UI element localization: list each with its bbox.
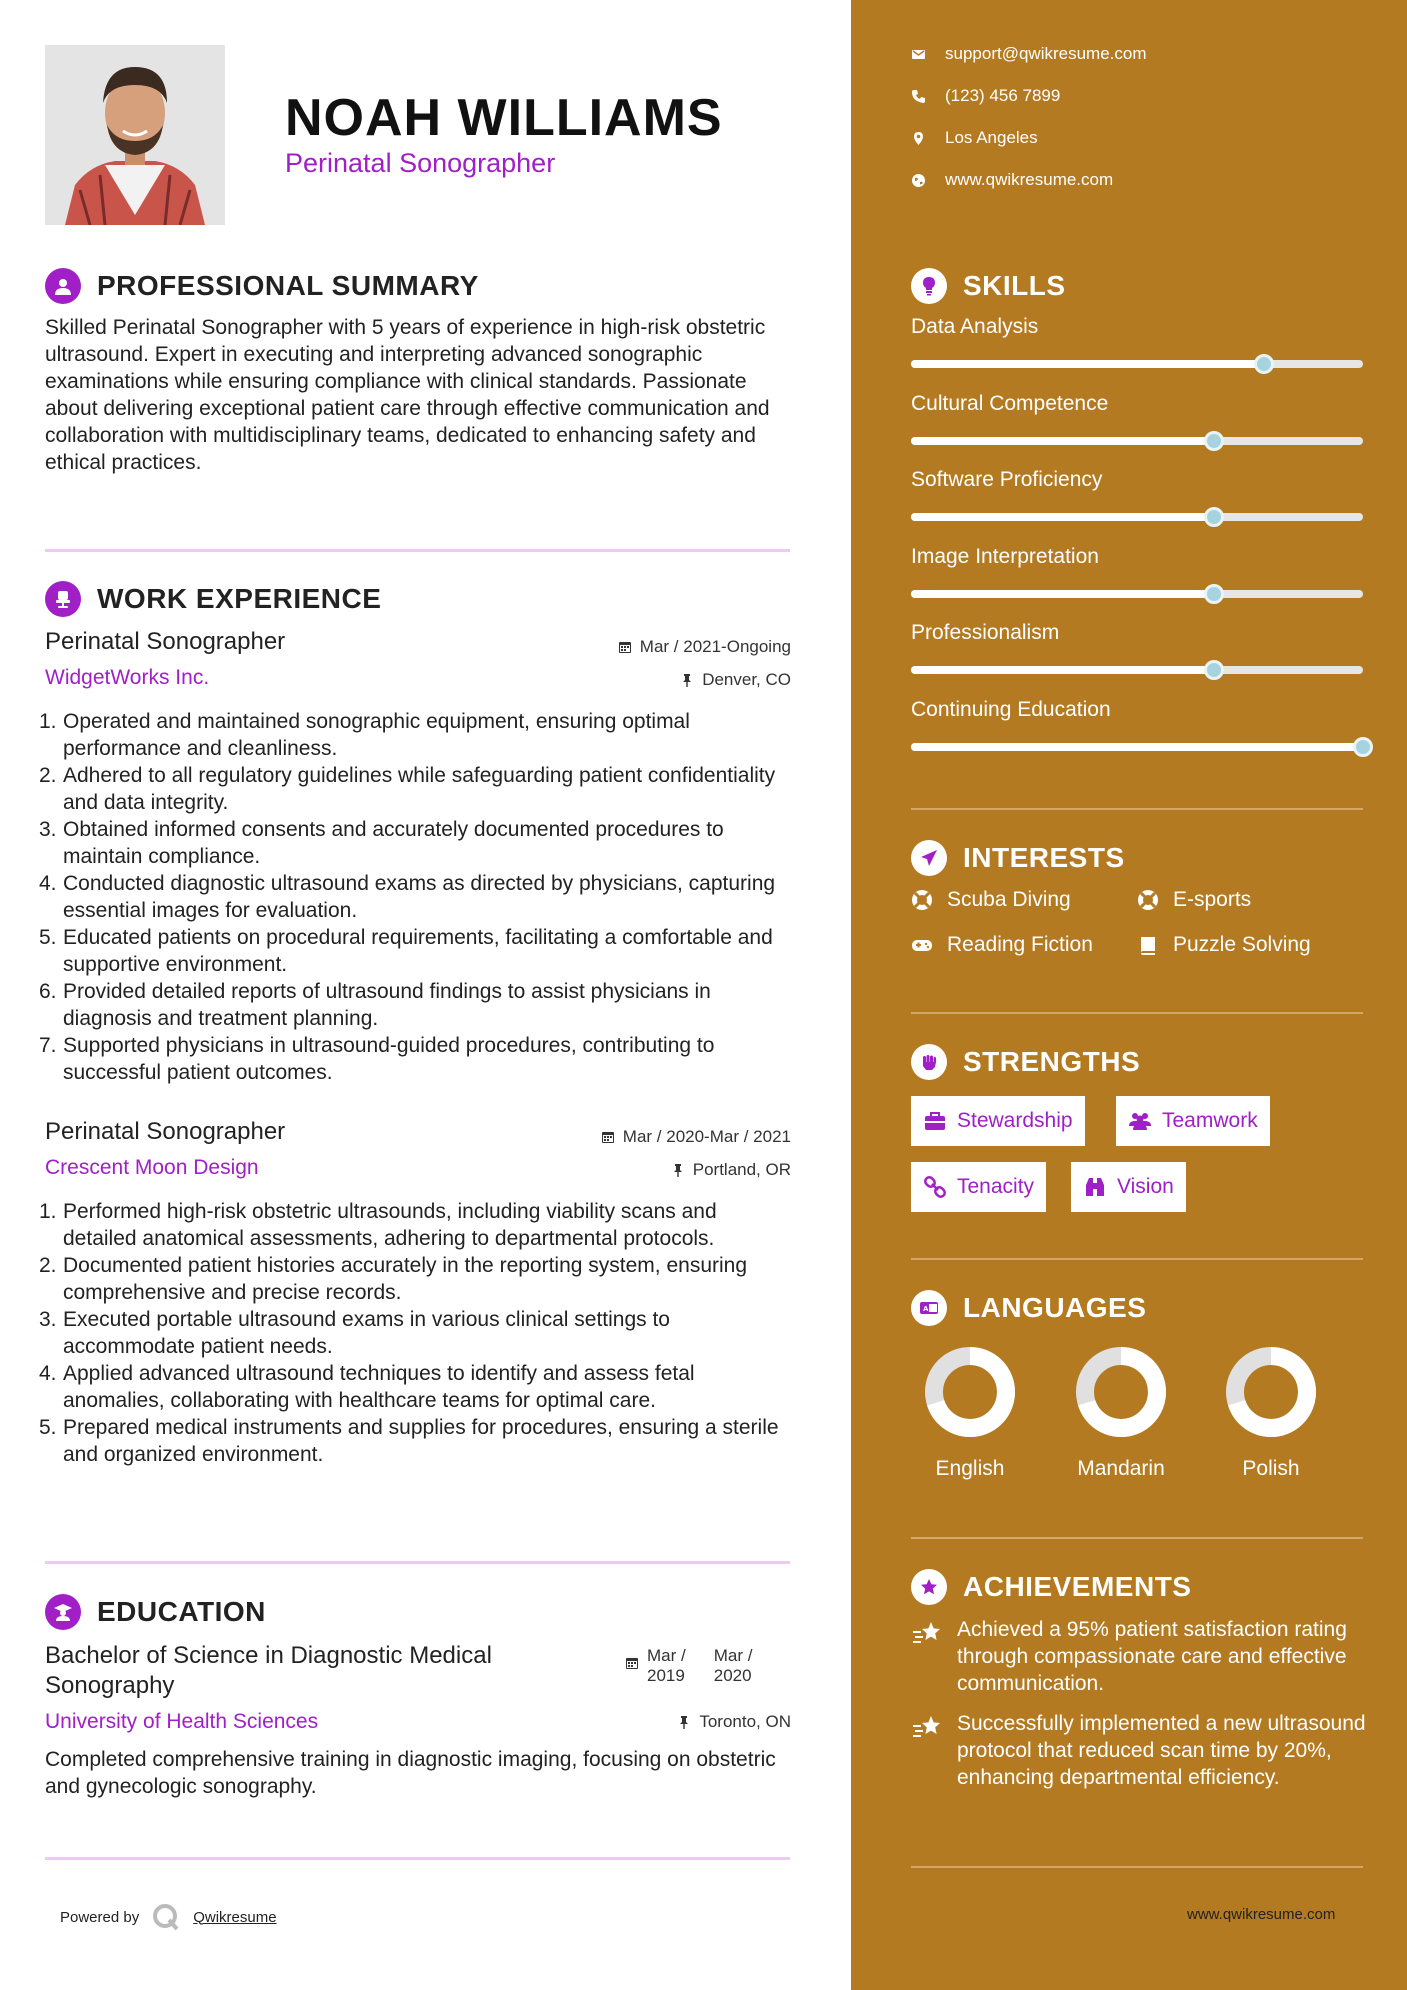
office-chair-icon <box>45 581 81 617</box>
link-icon <box>923 1175 947 1199</box>
summary-text: Skilled Perinatal Sonographer with 5 years of experience in high-risk obstetric ultrasound. Expert in executing and interpreting advanced sonographic examinations while ensuring compliance with clinical standards. Passionate about delivering exceptional patient care through effective communication and collaboration with multidisciplinary teams, dedicated to enhancing safety and ethical practices. <box>45 316 770 474</box>
qwikresume-logo-icon <box>151 1902 181 1932</box>
list-item: 7. Supported physicians in ultrasound-guided procedures, contributing to successful patient outcomes. <box>39 1034 715 1084</box>
education-dates <box>625 1646 752 1686</box>
phone-icon <box>911 89 926 104</box>
interest-item: Reading Fiction <box>911 933 1093 957</box>
list-item: 3. Executed portable ultrasound exams in various clinical settings to accommodate patient needs. <box>39 1308 670 1358</box>
job-2-duties <box>39 1198 795 1468</box>
section-divider <box>45 549 790 552</box>
degree-title: Bachelor of Science in Diagnostic Medical Sonography <box>45 1642 492 1699</box>
pin-icon <box>671 1163 685 1177</box>
strength-tag: Tenacity <box>911 1162 1046 1212</box>
footer-website[interactable]: www.qwikresume.com <box>1187 1906 1336 1923</box>
languages-title: LANGUAGES <box>963 1292 1147 1323</box>
skill-bar <box>911 666 1363 674</box>
job-1-title: Perinatal Sonographer <box>45 628 286 655</box>
languages-heading <box>911 1290 1146 1326</box>
achievement-item: Successfully implemented a new ultrasound protocol that reduced scan time by 20%, enhancing departmental efficiency. <box>911 1710 1371 1791</box>
contact-phone[interactable]: (123) 456 7899 <box>911 86 1060 106</box>
language-level-ring <box>922 1344 1018 1440</box>
pin-icon <box>677 1715 691 1729</box>
skill-name: Continuing Education <box>911 697 1111 721</box>
qwikresume-link[interactable]: Qwikresume <box>193 1908 277 1926</box>
shooting-star-icon <box>911 1618 943 1650</box>
lifebuoy-icon <box>911 889 933 911</box>
skill-bar-fill <box>911 513 1214 521</box>
interest-item: Scuba Diving <box>911 888 1071 912</box>
strength-tag: Stewardship <box>911 1096 1085 1146</box>
job-2-location <box>671 1160 791 1180</box>
skill-bar-knob[interactable] <box>1204 660 1224 680</box>
calendar-icon <box>625 1656 639 1670</box>
skill-name: Image Interpretation <box>911 544 1099 568</box>
sidebar-divider <box>911 808 1363 810</box>
candidate-role: Perinatal Sonographer <box>285 148 556 178</box>
skill-bar <box>911 513 1363 521</box>
education-text: Completed comprehensive training in diagnostic imaging, focusing on obstetric and gynecologic sonography. <box>45 1748 776 1798</box>
skills-heading <box>911 268 1066 304</box>
profile-photo <box>45 45 225 225</box>
calendar-icon <box>601 1130 615 1144</box>
skill-bar-knob[interactable] <box>1204 507 1224 527</box>
achievement-item: Achieved a 95% patient satisfaction rating through compassionate care and effective communication. <box>911 1616 1371 1697</box>
job-2-dates-text: Mar / 2020-Mar / 2021 <box>622 1127 791 1146</box>
skill-bar <box>911 743 1363 751</box>
skill-bar <box>911 437 1363 445</box>
svg-text:A: A <box>923 1305 929 1313</box>
sidebar-divider <box>911 1258 1363 1260</box>
summary-heading <box>45 268 479 304</box>
book-icon <box>1137 934 1159 956</box>
list-item: 5. Prepared medical instruments and supplies for procedures, ensuring a sterile and organized environment. <box>39 1416 779 1466</box>
school-name: University of Health Sciences <box>45 1710 319 1733</box>
sidebar-divider <box>911 1537 1363 1539</box>
education-location-text: Toronto, ON <box>699 1712 791 1731</box>
edu-end-year: 2020 <box>713 1666 752 1685</box>
edu-end-month: Mar / <box>713 1646 753 1665</box>
interest-item: Puzzle Solving <box>1137 933 1311 957</box>
experience-heading <box>45 581 381 617</box>
job-2-dates <box>601 1127 791 1147</box>
fist-icon <box>911 1044 947 1080</box>
gamepad-icon <box>911 934 933 956</box>
list-item: 4. Conducted diagnostic ultrasound exams as directed by physicians, capturing essential images for evaluation. <box>39 872 776 922</box>
candidate-name: NOAH WILLIAMS <box>285 89 723 147</box>
achievements-title: ACHIEVEMENTS <box>963 1571 1192 1602</box>
skill-bar-knob[interactable] <box>1204 431 1224 451</box>
job-2-company: Crescent Moon Design <box>45 1156 259 1179</box>
skill-name: Data Analysis <box>911 315 1039 338</box>
powered-by <box>60 1902 277 1932</box>
job-1-dates-text: Mar / 2021-Ongoing <box>639 637 791 656</box>
list-item: 1. Operated and maintained sonographic equipment, ensuring optimal performance and cleanliness. <box>39 710 690 760</box>
user-icon <box>45 268 81 304</box>
list-item: 2. Adhered to all regulatory guidelines while safeguarding patient confidentiality and data integrity. <box>39 764 776 814</box>
skill-name: Professionalism <box>911 621 1060 644</box>
list-item: 6. Provided detailed reports of ultrasound findings to assist physicians in diagnosis and treatment planning. <box>39 980 711 1030</box>
summary-title: PROFESSIONAL SUMMARY <box>97 270 479 301</box>
interests-heading <box>911 840 1125 876</box>
lightbulb-icon <box>911 268 947 304</box>
education-title: EDUCATION <box>97 1596 266 1627</box>
skill-bar-knob[interactable] <box>1353 737 1373 757</box>
skill-name: Software Proficiency <box>911 468 1103 491</box>
language-name: Polish <box>1242 1457 1300 1480</box>
job-2-title: Perinatal Sonographer <box>45 1118 286 1145</box>
skill-bar-fill <box>911 743 1363 751</box>
language-name: Mandarin <box>1077 1457 1165 1480</box>
lifebuoy-icon <box>1137 889 1159 911</box>
interests-title: INTERESTS <box>963 842 1125 873</box>
skill-bar-fill <box>911 666 1214 674</box>
job-2-location-text: Portland, OR <box>692 1160 791 1179</box>
strength-tag: Vision <box>1071 1162 1186 1212</box>
language-icon <box>911 1290 947 1326</box>
list-item: 2. Documented patient histories accurately in the reporting system, ensuring comprehensive and precise records. <box>39 1254 748 1304</box>
section-divider <box>45 1561 790 1564</box>
interest-item: E-sports <box>1137 888 1251 912</box>
achievements-heading <box>911 1569 1191 1605</box>
graduate-icon <box>45 1594 81 1630</box>
strength-tag: Teamwork <box>1116 1096 1270 1146</box>
language-name: English <box>935 1457 1005 1480</box>
list-item: 1. Performed high-risk obstetric ultrasounds, including viability scans and detailed anatomical assessments, adhering to departmental protocols. <box>39 1200 717 1250</box>
sidebar-divider <box>911 1012 1363 1014</box>
binoculars-icon <box>1083 1175 1107 1199</box>
edu-start-year: 2019 <box>647 1666 685 1685</box>
skill-bar-knob[interactable] <box>1204 584 1224 604</box>
calendar-icon <box>618 640 632 654</box>
skill-bar-fill <box>911 590 1214 598</box>
job-1-dates <box>618 637 791 657</box>
education-location <box>677 1712 791 1732</box>
list-item: 5. Educated patients on procedural requirements, facilitating a comfortable and supportive environment. <box>39 926 773 976</box>
experience-title: WORK EXPERIENCE <box>97 583 382 614</box>
list-item: 3. Obtained informed consents and accurately documented procedures to maintain compliance. <box>39 818 724 868</box>
language-level-ring <box>1223 1344 1319 1440</box>
sidebar-divider <box>911 1866 1363 1868</box>
skill-bar-fill <box>911 360 1264 368</box>
shooting-star-icon <box>911 1712 943 1744</box>
job-1-company: WidgetWorks Inc. <box>45 666 210 689</box>
job-1-location-text: Denver, CO <box>702 670 791 689</box>
strengths-heading <box>911 1044 1140 1080</box>
skills-title: SKILLS <box>963 270 1066 301</box>
envelope-icon <box>911 47 926 62</box>
briefcase-icon <box>923 1109 947 1133</box>
powered-by-label: Powered by <box>60 1908 140 1926</box>
contact-location: Los Angeles <box>911 128 1038 148</box>
pin-icon <box>680 673 694 687</box>
users-icon <box>1128 1109 1152 1133</box>
map-marker-icon <box>911 131 926 146</box>
globe-icon <box>911 173 926 188</box>
contact-website[interactable]: www.qwikresume.com <box>911 170 1113 190</box>
skill-bar <box>911 360 1363 368</box>
paper-plane-icon <box>911 840 947 876</box>
list-item: 4. Applied advanced ultrasound techniques to identify and assess fetal anomalies, collaborating with healthcare teams for optimal care. <box>39 1362 695 1412</box>
skill-bar-fill <box>911 437 1214 445</box>
contact-email[interactable]: support@qwikresume.com <box>911 44 1147 64</box>
education-heading <box>45 1594 266 1630</box>
edu-start-month: Mar / <box>647 1646 686 1665</box>
job-1-location <box>680 670 791 690</box>
skill-name: Cultural Competence <box>911 391 1109 415</box>
strengths-title: STRENGTHS <box>963 1046 1141 1077</box>
skill-bar <box>911 590 1363 598</box>
skill-bar-knob[interactable] <box>1254 354 1274 374</box>
section-divider <box>45 1857 790 1860</box>
job-1-duties <box>39 708 795 1086</box>
language-level-ring <box>1073 1344 1169 1440</box>
star-badge-icon <box>911 1569 947 1605</box>
